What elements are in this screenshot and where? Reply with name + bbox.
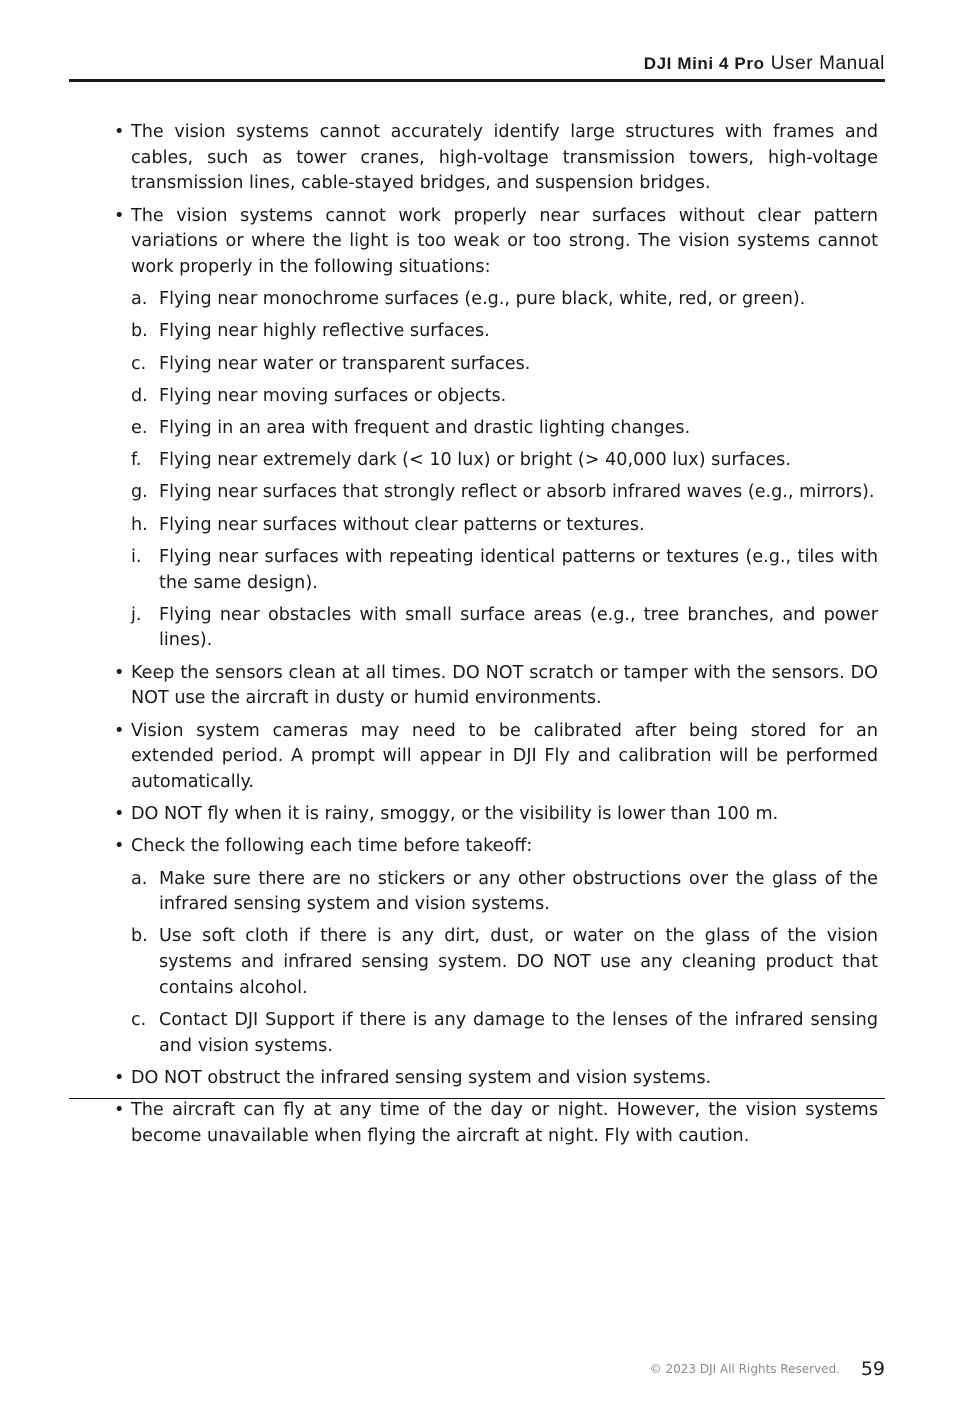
item-text: DO NOT obstruct the infrared sensing system and vision systems.	[131, 1068, 712, 1088]
bullet-item	[114, 661, 878, 712]
bullet-item	[114, 719, 878, 796]
bullet-marker: •	[114, 662, 125, 683]
sub-list-item	[114, 384, 878, 410]
bullet-item	[114, 802, 878, 828]
item-text: Contact DJI Support if there is any damage to the lenses of the infrared sensing and vision systems.	[159, 1010, 878, 1056]
sub-list-item	[114, 287, 878, 313]
sub-list-item	[114, 1008, 878, 1059]
item-text: Flying near highly reflective surfaces.	[159, 321, 490, 342]
bullet-item	[114, 1098, 878, 1149]
item-text: The vision systems cannot work properly near surfaces without clear pattern variations or where the light is too weak or too strong. The vision systems cannot work properly in the following situations:	[131, 205, 878, 278]
item-text: Make sure there are no stickers or any other obstructions over the glass of the infrared sensing system and vision systems.	[159, 868, 878, 915]
bullet-marker: •	[114, 1068, 125, 1088]
item-text: DO NOT fly when it is rainy, smoggy, or the visibility is lower than 100 m.	[131, 804, 779, 825]
manual-content	[114, 120, 878, 1156]
item-text: Check the following each time before takeoff:	[131, 836, 533, 857]
sub-item-marker: f.	[131, 450, 142, 471]
item-text: Flying near surfaces with repeating identical patterns or textures (e.g., tiles with the same design).	[159, 546, 878, 593]
item-text: Flying near surfaces that strongly reflect or absorb infrared waves (e.g., mirrors).	[159, 482, 875, 503]
item-text: The vision systems cannot accurately identify large structures with frames and cables, such as tower cranes, high-voltage transmission towers, high-voltage transmission lines, cable-stayed bridges, and suspension bridges.	[131, 122, 878, 194]
sub-item-marker: g.	[131, 482, 148, 503]
sub-item-marker: a.	[131, 868, 148, 889]
sub-list-item	[114, 416, 878, 442]
page-number: 59	[860, 1358, 885, 1380]
sub-item-marker: h.	[131, 514, 148, 535]
item-text: Keep the sensors clean at all times. DO NOT scratch or tamper with the sensors. DO NOT use the aircraft in dusty or humid environments.	[131, 662, 878, 709]
bullet-item	[114, 120, 878, 197]
sub-item-marker: e.	[131, 418, 148, 439]
bullet-item	[114, 1066, 878, 1092]
product-name: DJI Mini 4 Pro	[643, 54, 765, 73]
sub-list-item	[114, 545, 878, 596]
item-text: Flying in an area with frequent and drastic lighting changes.	[159, 418, 691, 439]
sub-list-item	[114, 480, 878, 506]
sub-list-item	[114, 867, 878, 918]
bullet-item	[114, 204, 878, 281]
item-text: Flying near obstacles with small surface areas (e.g., tree branches, and power lines).	[159, 604, 878, 651]
copyright-notice: © 2023 DJI All Rights Reserved.	[649, 1362, 840, 1376]
item-text: Flying near surfaces without clear patterns or textures.	[159, 514, 645, 535]
bullet-marker: •	[114, 836, 125, 857]
sub-item-marker: b.	[131, 321, 148, 342]
sub-list-item	[114, 319, 878, 345]
sub-item-marker: a.	[131, 289, 148, 310]
item-text: The aircraft can fly at any time of the day or night. However, the vision systems become unavailable when flying the aircraft at night. Fly with caution.	[131, 1100, 878, 1146]
bullet-marker: •	[114, 804, 125, 825]
sub-list-item	[114, 924, 878, 1001]
bullet-marker: •	[114, 1100, 125, 1121]
sub-item-marker: c.	[131, 353, 147, 374]
sub-list-item	[114, 513, 878, 539]
bullet-marker: •	[114, 122, 125, 142]
sub-item-marker: j.	[131, 604, 142, 625]
sub-item-marker: c.	[131, 1010, 147, 1031]
item-text: Flying near water or transparent surfaces.	[159, 353, 531, 374]
page-header	[69, 52, 885, 76]
sub-list-item	[114, 448, 878, 474]
manual-label: User Manual	[770, 53, 885, 74]
header-divider	[69, 79, 885, 82]
bullet-item	[114, 834, 878, 860]
bullet-marker: •	[114, 720, 125, 741]
content-bottom-divider	[69, 1098, 885, 1099]
item-text: Use soft cloth if there is any dirt, dust, or water on the glass of the vision systems and infrared sensing system. DO NOT use any cleaning product that contains alcohol.	[159, 926, 878, 998]
item-text: Vision system cameras may need to be calibrated after being stored for an extended period. A prompt will appear in DJI Fly and calibration will be performed automatically.	[131, 720, 878, 792]
sub-list-item	[114, 352, 878, 378]
sub-list-item	[114, 603, 878, 654]
bullet-marker: •	[114, 205, 125, 226]
item-text: Flying near monochrome surfaces (e.g., pure black, white, red, or green).	[159, 289, 806, 310]
sub-item-marker: d.	[131, 385, 148, 406]
item-text: Flying near moving surfaces or objects.	[159, 385, 507, 406]
sub-item-marker: i.	[131, 546, 142, 567]
item-text: Flying near extremely dark (< 10 lux) or bright (> 40,000 lux) surfaces.	[159, 450, 791, 471]
sub-item-marker: b.	[131, 926, 148, 947]
